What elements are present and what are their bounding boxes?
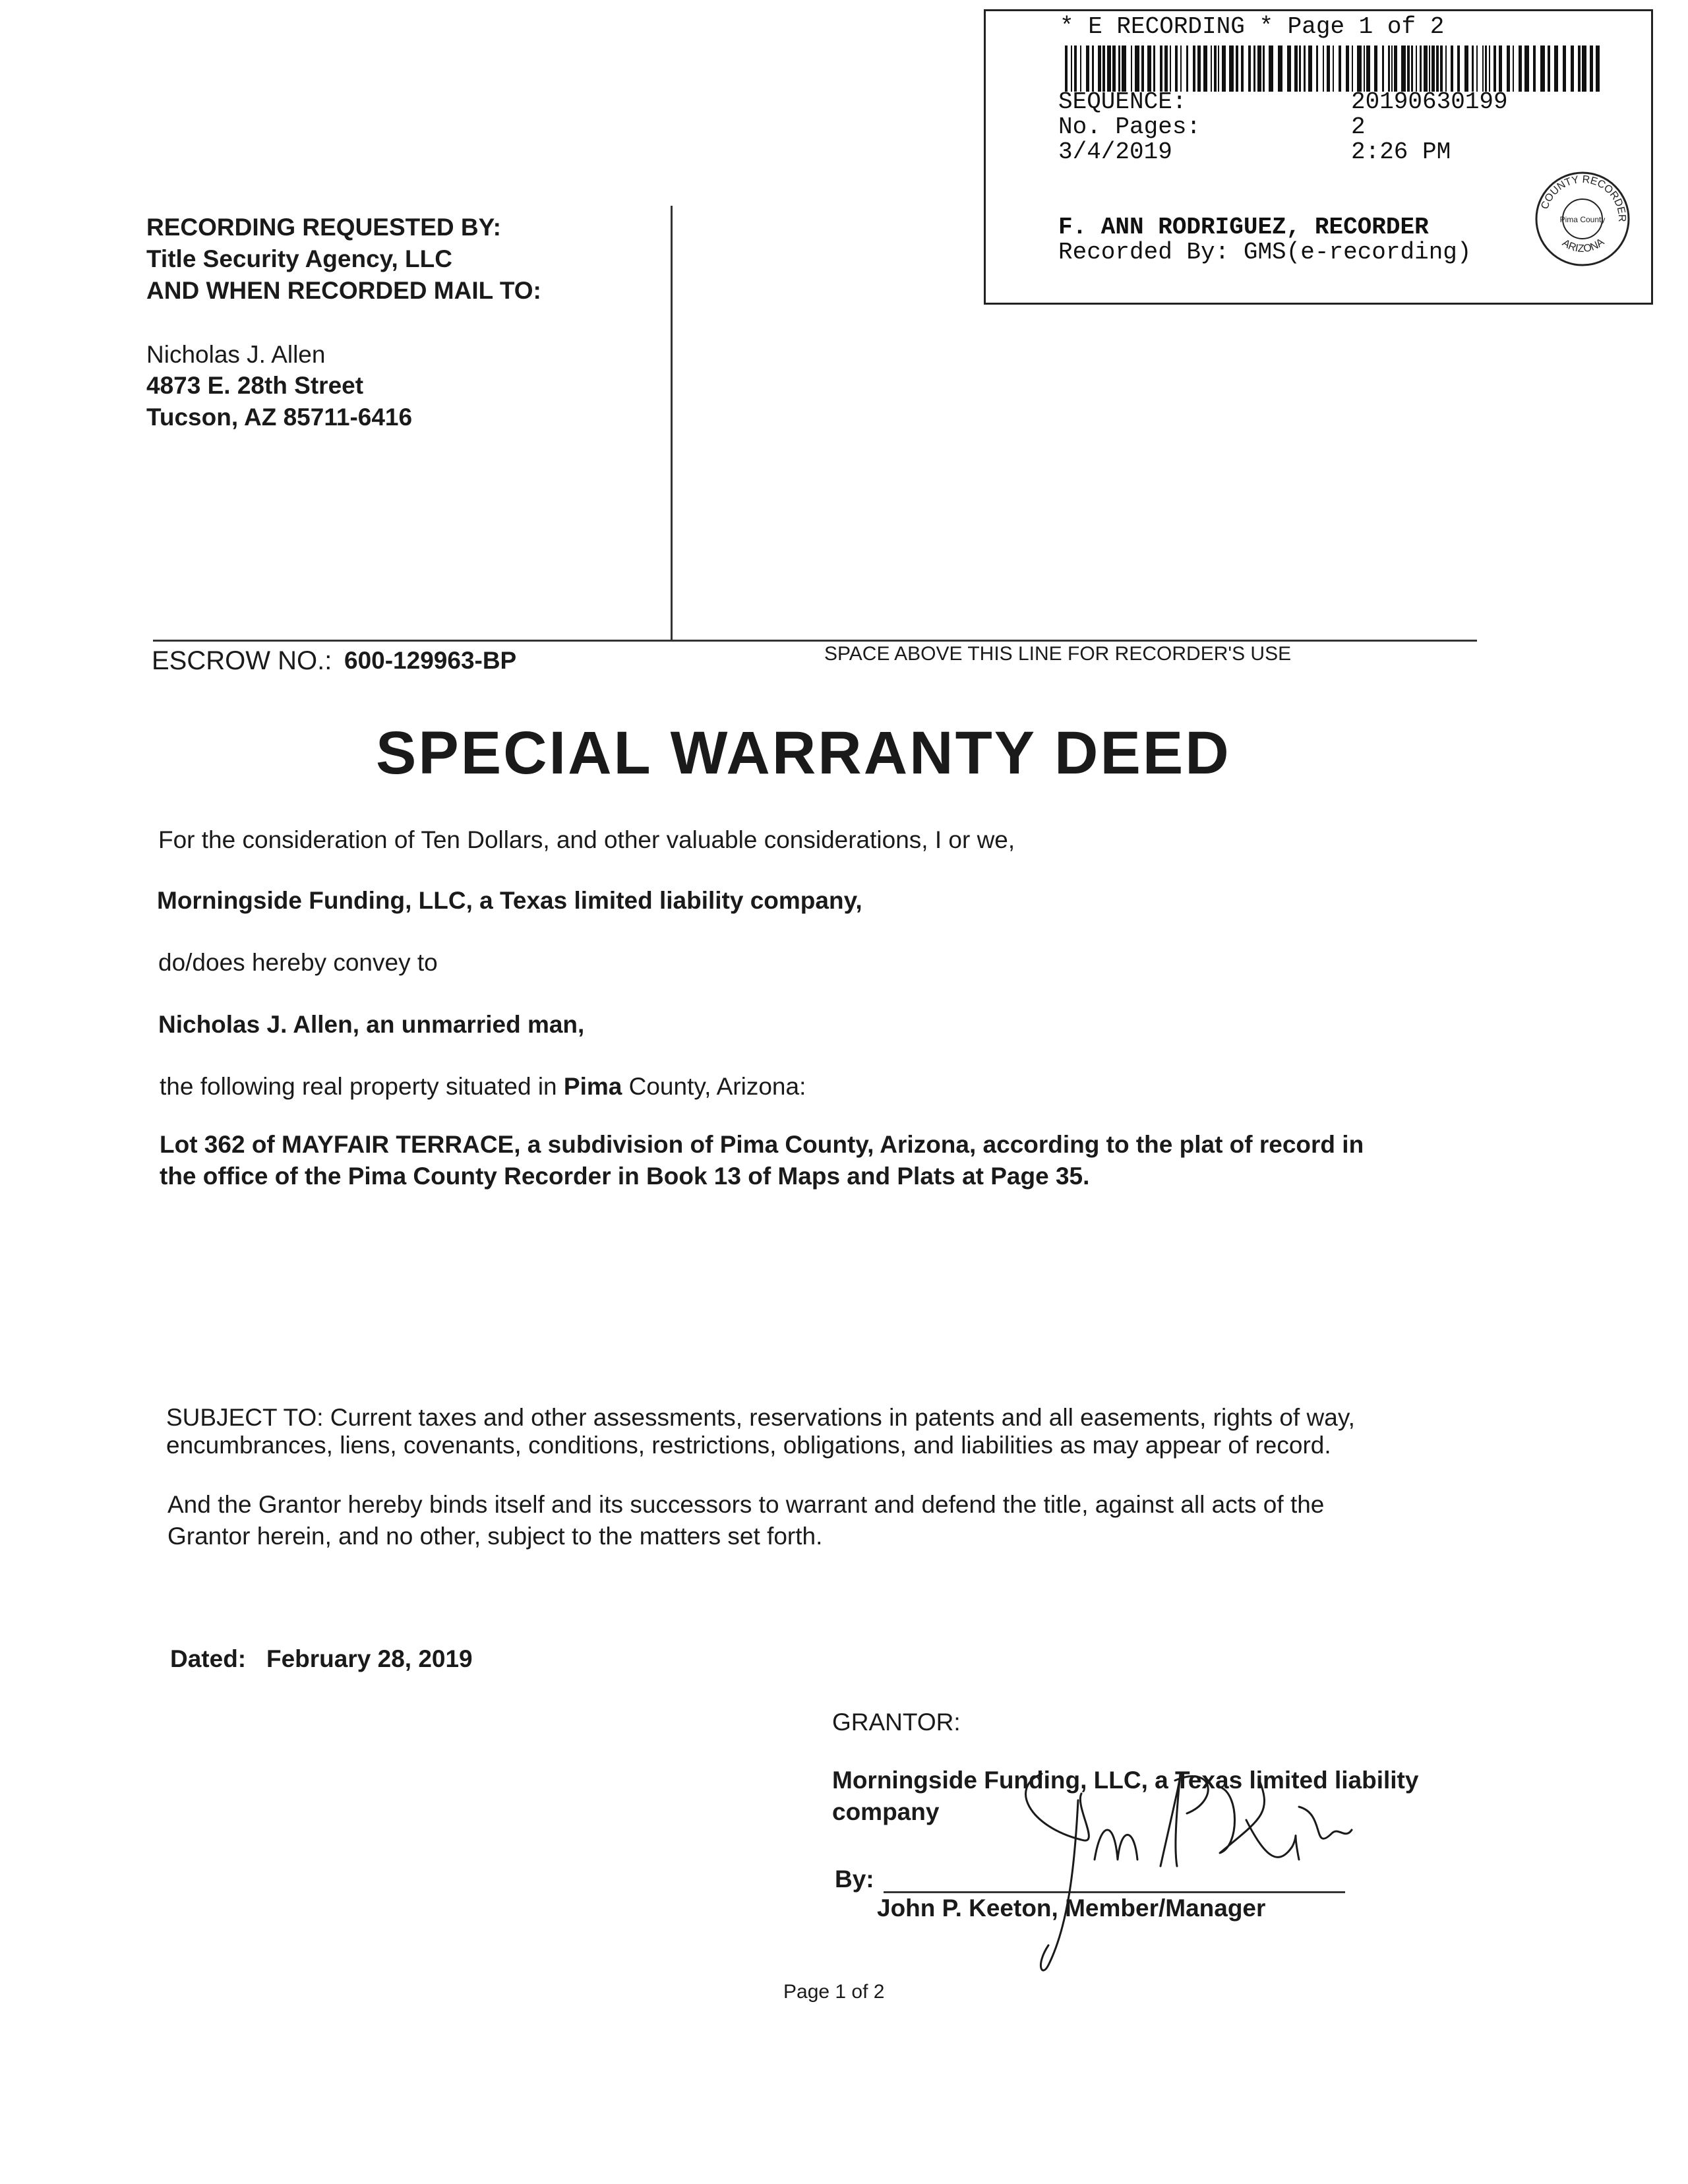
escrow-label: ESCROW NO.:	[152, 646, 332, 675]
barcode-bar	[1131, 46, 1132, 92]
barcode-bar	[1401, 46, 1406, 92]
barcode-bar	[1107, 46, 1111, 92]
barcode-bar	[1364, 46, 1365, 92]
barcode-bar	[1407, 46, 1410, 92]
page-number: Page 1 of 2	[783, 1981, 885, 2003]
requested-by-label: RECORDING REQUESTED BY:	[146, 214, 501, 241]
barcode-bar	[1352, 46, 1353, 92]
barcode-bar	[1323, 46, 1324, 92]
barcode-bar	[1596, 46, 1600, 92]
barcode-bar	[1257, 46, 1261, 92]
barcode-bar	[1554, 46, 1558, 92]
grantor-name: Morningside Funding, LLC, a Texas limited liability company,	[157, 887, 862, 914]
barcode-bar	[1086, 46, 1089, 92]
property-post: County, Arizona:	[622, 1073, 806, 1100]
barcode-bar	[1214, 46, 1217, 92]
sequence-label: SEQUENCE:	[1058, 88, 1187, 115]
property-pre: the following real property situated in	[160, 1073, 564, 1100]
barcode-bar	[1590, 46, 1593, 92]
barcode-bar	[1170, 46, 1171, 92]
barcode-bar	[1175, 46, 1178, 92]
recorder-use-note: SPACE ABOVE THIS LINE FOR RECORDER'S USE	[824, 643, 1292, 665]
barcode-bar	[1416, 46, 1417, 92]
grantor-block-name-line1: Morningside Funding, LLC, a Texas limited liability	[832, 1767, 1419, 1794]
barcode-bar	[1445, 46, 1447, 92]
barcode-bar	[1519, 46, 1522, 92]
legal-description-line1: Lot 362 of MAYFAIR TERRACE, a subdivision of Pima County, Arizona, according to the plat of record in	[160, 1131, 1364, 1158]
barcode-bar	[1464, 46, 1468, 92]
county-seal-icon	[1533, 169, 1632, 268]
barcode-bar	[1229, 46, 1234, 92]
barcode-bar	[1263, 46, 1265, 92]
barcode-bar	[1308, 46, 1312, 92]
stamp-header: * E RECORDING * Page 1 of 2	[1060, 13, 1445, 40]
barcode-bar	[1147, 46, 1151, 92]
grantor-block-name-line2: company	[832, 1798, 940, 1825]
barcode-bar	[1112, 46, 1116, 92]
barcode-bar	[1160, 46, 1162, 92]
record-time: 2:26 PM	[1351, 138, 1451, 166]
barcode-bar	[1485, 46, 1487, 92]
barcode-bar	[1457, 46, 1460, 92]
barcode-bar	[1102, 46, 1105, 92]
barcode-bar	[1141, 46, 1144, 92]
barcode-bar	[1563, 46, 1566, 92]
barcode-bar	[1436, 46, 1439, 92]
barcode-bar	[1571, 46, 1574, 92]
barcode-image	[1065, 46, 1606, 92]
handwritten-signature	[1002, 1767, 1464, 1985]
barcode-bar	[1489, 46, 1490, 92]
seal-top-text: COUNTY RECORDER	[1539, 173, 1628, 222]
convey-text: do/does hereby convey to	[158, 949, 438, 976]
barcode-bar	[1333, 46, 1334, 92]
barcode-bar	[1524, 46, 1529, 92]
barcode-bar	[1533, 46, 1536, 92]
barcode-bar	[1451, 46, 1453, 92]
requested-by-name: Title Security Agency, LLC	[146, 245, 452, 272]
mail-city: Tucson, AZ 85711-6416	[146, 404, 413, 431]
barcode-bar	[1540, 46, 1545, 92]
barcode-bar	[1065, 46, 1068, 92]
barcode-bar	[1299, 46, 1301, 92]
recorder-name: F. ANN RODRIGUEZ, RECORDER	[1058, 214, 1429, 241]
warranty-line1: And the Grantor hereby binds itself and its successors to warrant and defend the title, against all acts of the	[167, 1491, 1325, 1518]
vertical-divider	[671, 206, 673, 641]
barcode-bar	[1118, 46, 1120, 92]
barcode-bar	[1218, 46, 1219, 92]
pages-value: 2	[1351, 113, 1366, 140]
barcode-bar	[1193, 46, 1195, 92]
barcode-bar	[1482, 46, 1484, 92]
property-location	[160, 1071, 806, 1103]
barcode-bar	[1236, 46, 1238, 92]
barcode-bar	[1278, 46, 1282, 92]
barcode-bar	[1507, 46, 1510, 92]
barcode-bar	[1440, 46, 1443, 92]
barcode-bar	[1382, 46, 1384, 92]
barcode-bar	[1432, 46, 1435, 92]
barcode-bar	[1164, 46, 1168, 92]
barcode-bar	[1366, 46, 1370, 92]
barcode-bar	[1304, 46, 1306, 92]
recorded-by: Recorded By: GMS(e-recording)	[1058, 239, 1472, 266]
escrow-number: 600-129963-BP	[344, 647, 517, 674]
grantor-label: GRANTOR:	[832, 1709, 961, 1736]
barcode-bar	[1578, 46, 1581, 92]
barcode-bar	[1424, 46, 1428, 92]
barcode-bar	[1203, 46, 1207, 92]
seal-bottom-text: ARIZONA	[1560, 236, 1607, 255]
signer-name: John P. Keeton, Member/Manager	[877, 1895, 1266, 1922]
barcode-bar	[1394, 46, 1397, 92]
barcode-bar	[1391, 46, 1393, 92]
barcode-bar	[1287, 46, 1291, 92]
barcode-bar	[1180, 46, 1182, 92]
barcode-bar	[1429, 46, 1430, 92]
barcode-bar	[1346, 46, 1349, 92]
warranty-line2: Grantor herein, and no other, subject to the matters set forth.	[167, 1523, 823, 1550]
barcode-bar	[1253, 46, 1255, 92]
barcode-bar	[1548, 46, 1550, 92]
barcode-bar	[1582, 46, 1586, 92]
barcode-bar	[1493, 46, 1496, 92]
mail-street: 4873 E. 28th Street	[146, 372, 364, 399]
barcode-bar	[1294, 46, 1298, 92]
consideration-text: For the consideration of Ten Dollars, and other valuable considerations, I or we,	[158, 826, 1015, 853]
barcode-bar	[1513, 46, 1514, 92]
grantee-name: Nicholas J. Allen, an unmarried man,	[158, 1011, 585, 1038]
sequence-value: 20190630199	[1351, 88, 1508, 115]
barcode-bar	[1153, 46, 1155, 92]
barcode-bar	[1476, 46, 1478, 92]
legal-description-line2: the office of the Pima County Recorder in Book 13 of Maps and Plats at Page 35.	[160, 1163, 1090, 1190]
barcode-bar	[1071, 46, 1072, 92]
dated-value: February 28, 2019	[266, 1645, 473, 1672]
barcode-bar	[1241, 46, 1244, 92]
barcode-bar	[1327, 46, 1330, 92]
barcode-bar	[1074, 46, 1077, 92]
pages-label: No. Pages:	[1058, 113, 1201, 140]
barcode-bar	[1197, 46, 1201, 92]
barcode-bar	[1339, 46, 1341, 92]
mail-to-label: AND WHEN RECORDED MAIL TO:	[146, 277, 541, 304]
barcode-bar	[1186, 46, 1188, 92]
subject-to-line1: SUBJECT TO: Current taxes and other assessments, reservations in patents and all easements, rights of way,	[166, 1404, 1355, 1431]
barcode-bar	[1420, 46, 1422, 92]
barcode-bar	[1211, 46, 1212, 92]
barcode-bar	[1472, 46, 1474, 92]
document-title: SPECIAL WARRANTY DEED	[376, 719, 1231, 787]
barcode-bar	[1080, 46, 1081, 92]
dated-label: Dated:	[170, 1645, 247, 1672]
barcode-bar	[1316, 46, 1318, 92]
barcode-bar	[1135, 46, 1139, 92]
property-county: Pima	[563, 1073, 622, 1100]
subject-to-line2: encumbrances, liens, covenants, conditions, restrictions, obligations, and liabilities as may appear of record.	[166, 1432, 1331, 1459]
barcode-bar	[1092, 46, 1094, 92]
record-date: 3/4/2019	[1058, 138, 1172, 166]
barcode-bar	[1357, 46, 1362, 92]
barcode-bar	[1499, 46, 1502, 92]
seal-center-text: Pima County	[1559, 215, 1606, 224]
barcode-bar	[1374, 46, 1377, 92]
barcode-bar	[1222, 46, 1226, 92]
by-label: By:	[835, 1866, 874, 1893]
mail-name: Nicholas J. Allen	[146, 341, 326, 368]
barcode-bar	[1248, 46, 1251, 92]
recorder-stamp	[984, 9, 1653, 305]
barcode-bar	[1388, 46, 1390, 92]
barcode-bar	[1411, 46, 1413, 92]
barcode-bar	[1269, 46, 1273, 92]
barcode-bar	[1122, 46, 1126, 92]
barcode-bar	[1098, 46, 1101, 92]
